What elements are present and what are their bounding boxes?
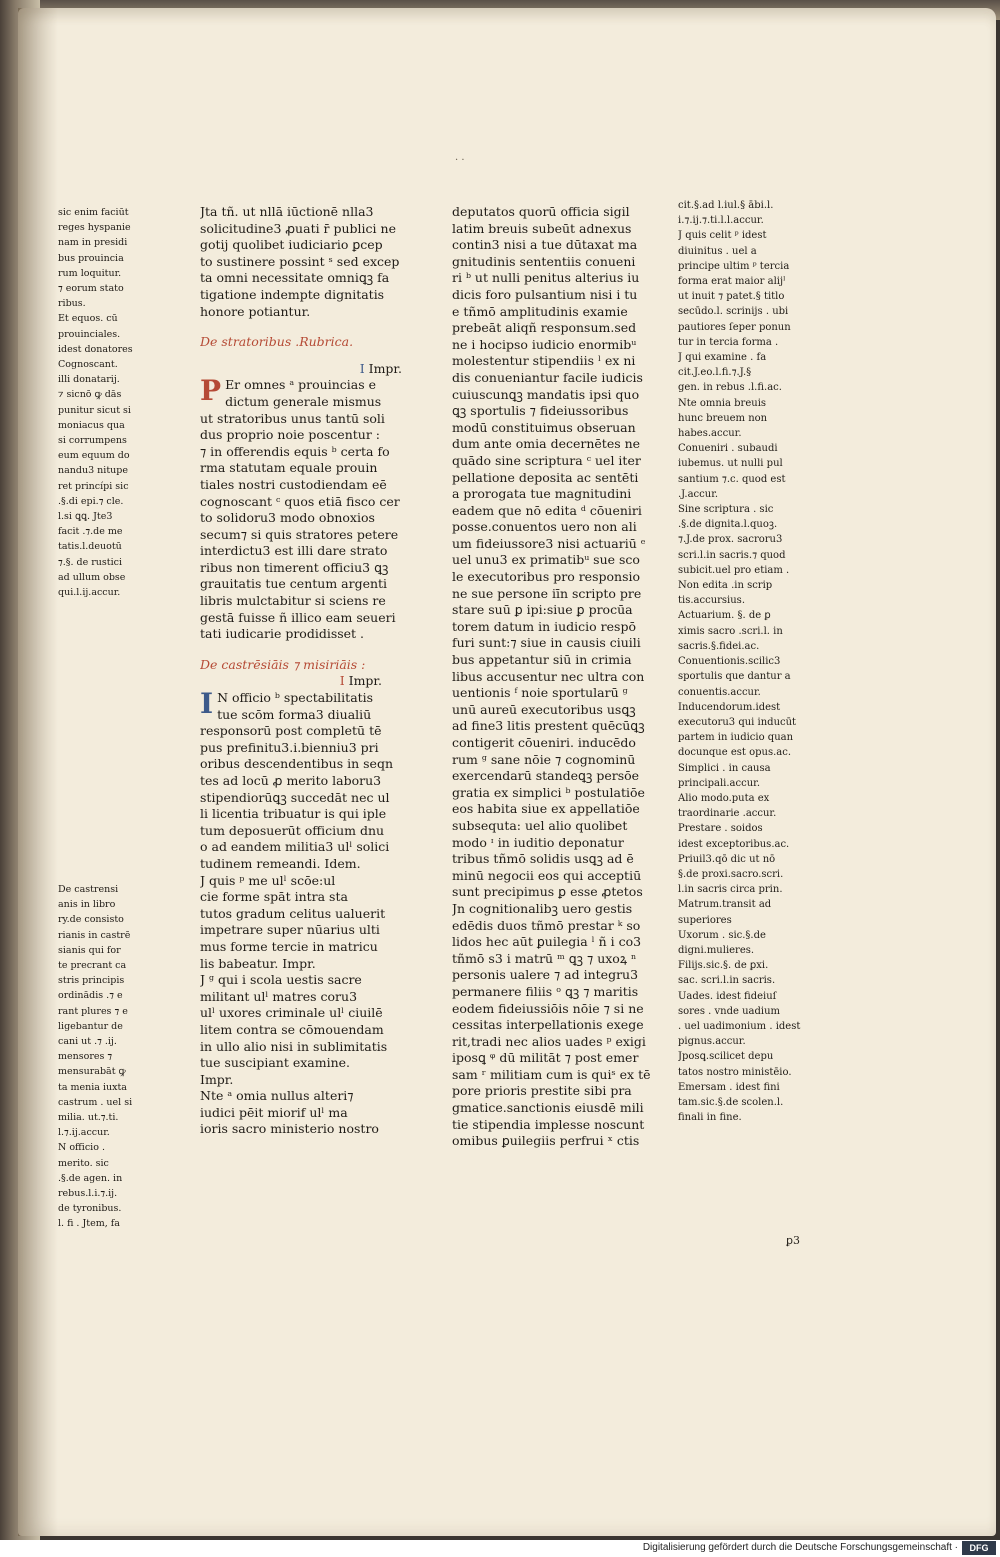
text-line: tie stipendia implesse noscunt — [452, 1116, 645, 1132]
text-line: posse.conuentos uero non ali — [452, 519, 637, 535]
text-line: Er omnes ᵃ prouincias e — [225, 377, 376, 393]
gloss-line: moniacus qua — [58, 419, 125, 431]
gloss-line: ad ullum obse — [58, 571, 126, 583]
text-line: tudinem remeandi. Idem. — [200, 855, 361, 871]
gloss-line: principe ultim ᵖ tercia — [678, 260, 790, 272]
text-line: mus forme tercie in matricu — [200, 938, 378, 954]
gloss-line: Non edita .in scrip — [678, 580, 773, 592]
gloss-line: tatos nostro ministēio. — [678, 1066, 792, 1078]
gloss-line: Simplici . in causa — [678, 762, 771, 774]
gloss-line: Nte omnia breuis — [678, 397, 767, 409]
imperator-label-2: Impr. — [348, 673, 382, 689]
text-line: a prorogata tue magnitudini — [452, 486, 632, 502]
text-line: li licentia tribuatur is qui iple — [200, 806, 387, 822]
text-line: litem contra se cōmouendam — [200, 1021, 384, 1037]
gloss-line: conuentis.accur. — [678, 686, 761, 698]
gloss-line: §.de proxi.sacro.scri. — [678, 868, 784, 880]
text-line: ⁊ in offerendis equis ᵇ certa fo — [200, 443, 390, 459]
text-line: o ad eandem militia3 ulˡ solici — [200, 839, 390, 855]
gloss-line: sores . vnde uadium — [678, 1005, 781, 1017]
text-col1-intro — [200, 204, 432, 320]
text-line: le executoribus pro responsio — [452, 569, 641, 585]
text-line: dum ante omia decernētes ne — [452, 436, 641, 452]
text-line: stare suū ꝑ ipi:siue ꝑ procūa — [452, 602, 633, 618]
gloss-line: sportulis que dantur a — [678, 671, 791, 683]
text-line: ꝗꝫ sportulis ⁊ fideiussoribus — [452, 403, 629, 419]
text-line: ta omni necessitate omniꝗꝫ fa — [200, 270, 390, 286]
gloss-line: l. fi . Jtem, fa — [58, 1218, 120, 1230]
gloss-line: idest donatores — [58, 343, 133, 355]
text-line: dis conueniantur facile iudicis — [452, 369, 643, 385]
text-line: contigerit cōueniri. inducēdo — [452, 735, 636, 750]
gloss-line: Prestare . soidos — [678, 823, 763, 835]
gloss-line: .§.di epi.⁊ cle. — [58, 495, 124, 507]
text-line: tes ad locū ꝓ merito laboru3 — [200, 773, 382, 788]
text-line: eadem que nō edita ᵈ cōueniri — [452, 502, 642, 518]
text-line: libris mulctabitur si sciens re — [200, 593, 386, 609]
text-line: Jn cognitionalibꝫ uero gestis — [452, 900, 633, 916]
text-line: deputatos quorū officia sigil — [452, 204, 630, 219]
gloss-line: sacris.§.fidei.ac. — [678, 640, 760, 652]
gloss-line: punitur sicut si — [58, 404, 131, 416]
gloss-line: Conuentionis.scilic3 — [678, 656, 781, 668]
gloss-line: facit .⁊.de me — [58, 526, 123, 538]
gloss-left-bottom — [58, 882, 170, 1232]
text-line: gestā fuisse ñ illico eam seueri — [200, 609, 396, 625]
text-line: J ᵍ qui i scola uestis sacre — [200, 972, 362, 988]
gloss-line: habes.accur. — [678, 428, 742, 440]
gloss-line: ta menia iuxta — [58, 1081, 127, 1093]
spine-shadow — [18, 8, 58, 1536]
text-line: tigatione indempte dignitatis — [200, 286, 385, 302]
text-line: Nte ᵃ omia nullus alteri⁊ — [200, 1088, 354, 1104]
gloss-line: Alio modo.puta ex — [678, 792, 770, 804]
gloss-line: anis in libro — [58, 899, 116, 911]
gloss-line: ribus. — [58, 298, 86, 310]
gloss-line: pignus.accur. — [678, 1036, 746, 1048]
text-line: lis babeatur. Impr. — [200, 955, 316, 971]
gloss-line: nandu3 nitupe — [58, 465, 128, 477]
gloss-line: ry.de consisto — [58, 914, 124, 926]
text-line: contin3 nisi a tue dūtaxat ma — [452, 237, 638, 253]
text-line: tñmō s3 i matrū ᵐ ꝗꝫ ⁊ uxoꝝ ⁿ — [452, 950, 637, 966]
text-line: molestentur stipendiis ˡ ex ni — [452, 353, 636, 369]
text-col1-castrensianis — [200, 687, 432, 1138]
text-line: tue scōm forma3 diualiū — [217, 706, 372, 722]
gloss-line: De castrensi — [58, 884, 119, 895]
gloss-line: Uades. idest fideiuſ — [678, 990, 777, 1002]
heading-de-stratoribus: De stratoribus .Rubrica. — [200, 334, 354, 350]
gloss-line: sic enim faciūt — [58, 207, 129, 218]
gloss-line: tatis.l.deuotū — [58, 541, 122, 553]
text-line: tiales nostri custodiendam eē — [200, 476, 387, 492]
text-line: uel unu3 ex primatibᵘ sue sco — [452, 552, 640, 568]
gloss-line: .J.accur. — [678, 488, 719, 500]
text-line: latim breuis subeūt adnexus — [452, 220, 632, 236]
imperator-mark-2 — [200, 673, 432, 690]
gloss-line: l.si ꝗꝗ. Jte3 — [58, 511, 113, 523]
gloss-line: Actuarium. §. de ꝑ — [678, 610, 771, 622]
text-line: e tñmō amplitudinis examie — [452, 303, 628, 319]
text-line: sam ʳ militiam cum is quiˢ ex tē — [452, 1066, 651, 1082]
text-line: um fideiussore3 nisi actuariū ᵉ — [452, 535, 646, 551]
gloss-line: digni.mulieres. — [678, 944, 755, 956]
text-line: dus proprio noie poscentur : — [200, 427, 380, 443]
text-line: cognoscant ᶜ quos etiā fisco cer — [200, 493, 400, 509]
gloss-line: ligebantur de — [58, 1020, 123, 1032]
gloss-line: ⁊ eorum stato — [58, 283, 124, 295]
gloss-line: eum equum do — [58, 450, 130, 462]
gloss-line: executoru3 qui inducūt — [678, 716, 797, 728]
gloss-line: sianis qui for — [58, 944, 121, 956]
text-line: oribus descendentibus in seqn — [200, 756, 393, 772]
initial-i-red: I — [339, 673, 345, 689]
text-line: eodem fideiussiōis nōie ⁊ si ne — [452, 1000, 644, 1016]
gloss-line: finali in fine. — [678, 1112, 742, 1124]
text-line: edēdis duos tñmō prestar ᵏ so — [452, 917, 641, 933]
text-line: dictum generale mismus — [225, 393, 382, 409]
gloss-line: santium ⁊.c. quod est — [678, 473, 786, 485]
text-line: prebeāt aliqñ responsum.sed — [452, 320, 637, 336]
gloss-line: l.in sacris circa prin. — [678, 884, 783, 896]
text-line: cessitas interpellationis exege — [452, 1017, 644, 1033]
gloss-line: tis.accursius. — [678, 595, 745, 607]
gloss-line: milia. ut.⁊.ti. — [58, 1112, 119, 1124]
gloss-line: Filijs.sic.§. de ꝑxi. — [678, 960, 769, 972]
gloss-line: si corrumpens — [58, 435, 127, 447]
gloss-line: Emersam . idest fini — [678, 1081, 780, 1093]
text-line: modū constituimus obseruan — [452, 419, 636, 435]
text-line: personis ualere ⁊ ad integru3 — [452, 967, 639, 983]
gloss-line: ordinādis .⁊ e — [58, 990, 123, 1002]
text-line: bus appetantur siū in crimia — [452, 652, 632, 668]
gloss-line: cit.§.ad l.iul.§ ābi.l. — [678, 200, 774, 211]
gloss-line: mensurabāt ꝙ — [58, 1066, 126, 1078]
gloss-line: Priuil3.qō dic ut nō — [678, 853, 776, 865]
text-line: tue suscipiant examine. — [200, 1055, 350, 1071]
text-line: cuiuscunꝗꝫ mandatis ipsi quo — [452, 386, 640, 402]
gloss-line: Conueniri . subaudi — [678, 443, 778, 455]
text-line: in ullo alio nisi in sublimitatis — [200, 1038, 388, 1054]
footer-credit: Digitalisierung gefördert durch die Deutsche Forschungsgemeinschaft · — [642, 1542, 958, 1553]
gloss-line: subicit.uel pro etiam . — [678, 564, 790, 576]
text-line: cie forme spāt intra sta — [200, 889, 348, 905]
text-line: gnitudinis sententiis conueni — [452, 253, 636, 269]
text-line: interdictu3 est illi dare strato — [200, 543, 388, 559]
initial-i-blue-large: I — [200, 687, 214, 721]
gloss-line: scri.l.in sacris.⁊ quod — [678, 549, 786, 561]
gloss-line: Cognoscant. — [58, 359, 118, 371]
gloss-line: bus prouincia — [58, 252, 124, 264]
text-line: iudici pēit miorif ulˡ ma — [200, 1104, 348, 1120]
gloss-line: Sine scriptura . sic — [678, 504, 774, 516]
gloss-line: ⁊.§. de rustici — [58, 556, 123, 568]
gloss-line: mensores ⁊ — [58, 1051, 113, 1063]
text-line: gmatice.sanctionis eiusdē mili — [452, 1100, 644, 1116]
gloss-line: rum loquitur. — [58, 267, 122, 279]
gloss-line: prouinciales. — [58, 328, 121, 340]
gloss-left-top — [58, 205, 170, 600]
gloss-line: cani ut .⁊ .ij. — [58, 1036, 117, 1048]
gloss-line: iubemus. ut nulli pul — [678, 458, 783, 470]
gloss-line: Uxorum . sic.§.de — [678, 929, 766, 941]
gloss-line: traordinarie .accur. — [678, 808, 777, 820]
gloss-line: ret princípi sic — [58, 480, 129, 492]
gloss-line: J qui examine . fa — [678, 352, 767, 364]
text-line: militant ulˡ matres coru3 — [200, 988, 358, 1004]
gloss-line: hunc breuem non — [678, 412, 768, 424]
gloss-line: sac. scri.l.in sacris. — [678, 975, 776, 987]
gloss-line: Jposꝗ.scilicet depu — [678, 1051, 774, 1063]
gloss-line: rebus.l.i.⁊.ij. — [58, 1188, 118, 1200]
gloss-line: gen. in rebus .l.fi.ac. — [678, 382, 782, 394]
text-column-1 — [200, 204, 432, 1138]
gloss-line: stris principis — [58, 975, 125, 987]
gloss-line: cit.J.eo.l.fi.⁊.J.§ — [678, 367, 752, 379]
gloss-line: . uel uadimonium . idest — [678, 1020, 801, 1032]
gloss-line: ⁊.J.de prox. sacroru3 — [678, 534, 783, 546]
gloss-line: .§.de dignita.l.quoꝫ. — [678, 519, 778, 531]
page-dot-mark: · · — [455, 155, 465, 166]
text-line: tribus tñmō solidis usꝗꝫ ad ē — [452, 851, 634, 867]
text-line: pore prioris prestite sibi pra — [452, 1083, 632, 1099]
gloss-line: .§.de agen. in — [58, 1172, 123, 1184]
text-line: Jta tñ. ut nllā iūctionē nlla3 — [200, 204, 374, 219]
text-line: to sustinere possint ˢ sed excep — [200, 253, 400, 269]
text-line: sunt precipimus ꝑ esse ꝓtetos — [452, 884, 643, 900]
text-line: ulˡ uxores criminale ulˡ ciuilē — [200, 1005, 383, 1021]
text-line: ri ᵇ ut nulli penitus alterius iu — [452, 270, 640, 286]
text-line: rma statutam equale prouin — [200, 460, 378, 476]
gloss-line: Matrum.transit ad — [678, 899, 772, 911]
text-line: unū aureū executoribus usꝗꝫ — [452, 701, 636, 717]
gloss-line: nam in presidi — [58, 237, 128, 249]
gloss-line: qui.l.ij.accur. — [58, 587, 121, 599]
gloss-line: ut inuit ⁊ patet.§ titlo — [678, 291, 785, 303]
text-line: pellatione deposita ac sentēti — [452, 469, 639, 485]
text-line: impetrare super nūarius ulti — [200, 922, 380, 938]
dfg-logo: DFG — [962, 1541, 996, 1555]
gloss-line: pautiores ſeper ponun — [678, 321, 791, 333]
text-line: to solidoru3 modo obnoxios — [200, 510, 375, 526]
text-line: ne i hocipso iudicio enormibᵘ — [452, 336, 637, 352]
text-line: J quis ᵖ me ulˡ scōe:ul — [200, 872, 336, 888]
text-line: tati iudicarie prodidisset . — [200, 626, 365, 642]
gloss-line: diuinitus . uel a — [678, 245, 757, 257]
gloss-line: reges hyspanie — [58, 222, 131, 234]
gloss-line: Inducendorum.idest — [678, 701, 781, 713]
initial-i-blue: I — [359, 360, 365, 376]
text-line: libus accusentur nec ultra con — [452, 668, 645, 684]
text-line: gratia ex simplici ᵇ postulatiōe — [452, 784, 645, 800]
gloss-line: tur in tercia forma . — [678, 336, 779, 348]
text-line: omibus ꝑuilegiis perfrui ˣ ctis — [452, 1133, 640, 1149]
text-line: grauitatis tue centum argenti — [200, 576, 388, 592]
text-line: furi sunt:⁊ siue in causis ciuili — [452, 635, 641, 651]
text-line: ad fine3 litis prestent quēcūꝗꝫ — [452, 718, 645, 734]
gloss-right — [678, 198, 828, 1125]
gloss-line: J quis celit ᵖ idest — [678, 230, 767, 242]
text-line: ioris sacro ministerio nostro — [200, 1121, 379, 1137]
initial-p-red: P — [200, 374, 222, 408]
text-line: tum deposuerūt officium dnu — [200, 822, 385, 838]
gloss-line: superiores — [678, 914, 732, 926]
gloss-line: N officio . — [58, 1142, 105, 1154]
text-line: pus prefinitu3.i.bienniu3 pri — [200, 739, 379, 755]
gloss-line: forma erat maior alijˡ — [678, 276, 786, 288]
text-line: torem datum in iudicio respō — [452, 618, 636, 634]
gloss-line: i.⁊.ij.⁊.ti.l.l.accur. — [678, 215, 764, 227]
text-line: rit,tradi nec alios uades ᵖ exigi — [452, 1033, 646, 1049]
text-line: uentionis ᶠ noie sportularū ᵍ — [452, 685, 628, 701]
text-line: eos habita siue ex appellatiōe — [452, 801, 640, 817]
text-line: ribus non timerent officiu3 ꝗꝫ — [200, 559, 389, 575]
text-line: exercendarū standeꝗꝫ persōe — [452, 768, 640, 784]
text-col1-stratoribus — [200, 374, 432, 643]
text-line: ut stratoribus unus tantū soli — [200, 410, 385, 426]
text-line: tutos gradum celitus ualuerit — [200, 905, 386, 921]
text-line: secum⁊ si quis stratores petere — [200, 526, 399, 542]
text-line: dicis foro pulsantium nisi i tu — [452, 286, 638, 302]
imperator-label-1: Impr. — [368, 360, 402, 376]
folio-number: ꝑ3 — [786, 1234, 800, 1247]
gloss-line: principali.accur. — [678, 777, 761, 789]
gloss-line: te precrant ca — [58, 960, 127, 972]
text-line: permanere filiis ᵒ ꝗꝫ ⁊ maritis — [452, 983, 639, 999]
gloss-line: tam.sic.§.de scolen.l. — [678, 1096, 784, 1108]
text-line: subsequta: uel alio quolibet — [452, 817, 628, 833]
text-line: minū negocii eos qui acceptiū — [452, 867, 642, 883]
text-line: modo ᶦ in iuditio deponatur — [452, 834, 624, 850]
text-line: gotij quolibet iudiciario ꝑcep — [200, 237, 383, 253]
gloss-line: rianis in castrē — [58, 929, 131, 941]
gloss-line: secūdo.l. scrinijs . ubi — [678, 306, 789, 318]
text-line: rum ᵍ sane nōie ⁊ cognominū — [452, 751, 636, 767]
gloss-line: merito. sic — [58, 1157, 109, 1169]
text-line: lidos hec aūt ꝑuilegia ˡ ñ i co3 — [452, 934, 642, 950]
text-line: N officio ᵇ spectabilitatis — [217, 690, 374, 706]
gloss-line: docunque est opus.ac. — [678, 747, 792, 759]
gloss-line: illi donatarij. — [58, 374, 120, 386]
text-line: stipendiorūꝗꝫ succedāt nec ul — [200, 789, 390, 805]
gloss-line: de tyronibus. — [58, 1203, 122, 1215]
gloss-line: castrum . uel si — [58, 1096, 133, 1108]
text-line: quādo sine scriptura ᶜ uel iter — [452, 452, 641, 468]
gloss-line: Et equos. cū — [58, 313, 118, 325]
gloss-line: ximis sacro .scri.l. in — [678, 625, 783, 637]
text-line: solicitudine3 ꝓuati r̄ publici ne — [200, 220, 396, 236]
text-line: ne sue persone iīn scripto pre — [452, 585, 642, 601]
text-column-2 — [452, 204, 670, 1150]
text-line: iposꝗ ᵠ dū militāt ⁊ post emer — [452, 1050, 639, 1066]
text-line: Impr. — [200, 1071, 234, 1087]
text-line: honore potiantur. — [200, 303, 311, 319]
imperator-mark-1 — [200, 361, 432, 378]
gloss-line: partem in iudicio quan — [678, 732, 794, 744]
heading-de-castrensianis: De castrēsiāis ⁊ misiriāis : — [200, 656, 366, 672]
gloss-line: rant plures ⁊ e — [58, 1005, 128, 1017]
text-line: responsorū post completū tē — [200, 723, 382, 739]
gloss-line: idest exceptoribus.ac. — [678, 838, 790, 850]
gloss-line: l.⁊.ij.accur. — [58, 1127, 110, 1139]
gloss-line: ⁊ sicnō ꝙ dās — [58, 389, 122, 401]
